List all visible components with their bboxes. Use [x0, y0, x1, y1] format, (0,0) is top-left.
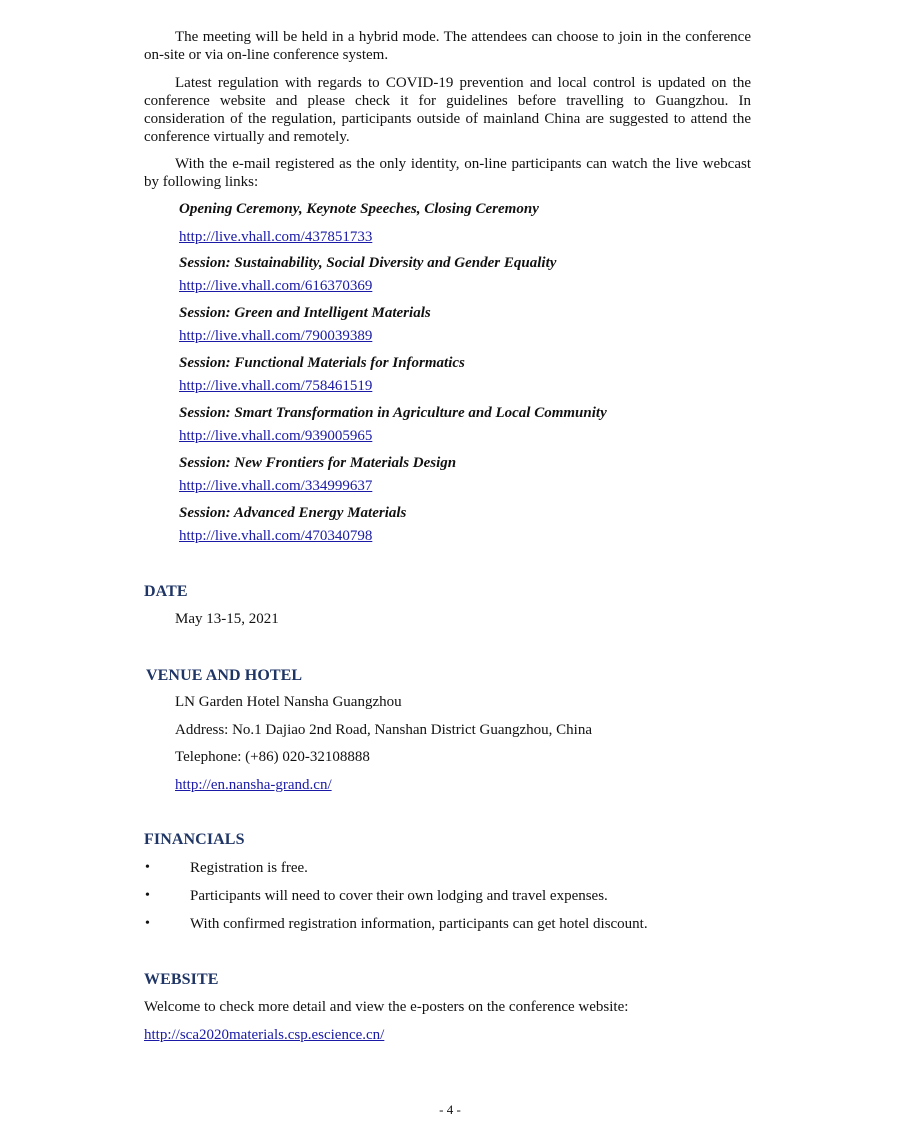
page-number: - 4 -	[439, 1102, 461, 1117]
financials-heading: FINANCIALS	[144, 831, 245, 848]
date-value: May 13-15, 2021	[175, 611, 279, 627]
bullet-icon: •	[145, 916, 150, 931]
session-title: Session: Functional Materials for Informatics	[179, 355, 465, 371]
financials-item: With confirmed registration information, participants can get hotel discount.	[190, 916, 648, 932]
website-text: Welcome to check more detail and view the e-posters on the conference website:	[144, 999, 629, 1015]
session-link[interactable]: http://live.vhall.com/470340798	[179, 528, 373, 544]
bullet-icon: •	[145, 860, 150, 875]
session-title: Session: New Frontiers for Materials Design	[179, 455, 457, 471]
intro-paragraph-3: With the e-mail registered as the only identity, on-line participants can watch the live webcast by following links:	[144, 156, 751, 190]
session-title: Session: Advanced Energy Materials	[179, 505, 407, 521]
website-heading: WEBSITE	[144, 971, 219, 988]
bullet-icon: •	[145, 888, 150, 903]
session-link[interactable]: http://live.vhall.com/790039389	[179, 328, 373, 344]
venue-website-link[interactable]: http://en.nansha-grand.cn/	[175, 777, 332, 793]
session-title: Opening Ceremony, Keynote Speeches, Closing Ceremony	[179, 201, 539, 217]
venue-telephone: Telephone: (+86) 020-32108888	[175, 749, 370, 765]
intro-paragraph-2: Latest regulation with regards to COVID-19 prevention and local control is updated on the conference website and please check it for guidelines before travelling to Guangzhou. In consideration of the regulation, participants outside of mainland China are suggested to attend the conference virtually and remotely.	[144, 75, 751, 145]
session-title: Session: Green and Intelligent Materials	[179, 305, 431, 321]
venue-heading: VENUE AND HOTEL	[146, 667, 303, 684]
session-title: Session: Sustainability, Social Diversity and Gender Equality	[179, 255, 557, 271]
session-link[interactable]: http://live.vhall.com/939005965	[179, 428, 373, 444]
session-link[interactable]: http://live.vhall.com/334999637	[179, 478, 373, 494]
intro-paragraph-1: The meeting will be held in a hybrid mode. The attendees can choose to join in the conference on-site or via on-line conference system.	[144, 29, 751, 63]
session-link[interactable]: http://live.vhall.com/616370369	[179, 278, 373, 294]
session-title: Session: Smart Transformation in Agriculture and Local Community	[179, 405, 607, 421]
venue-address: Address: No.1 Dajiao 2nd Road, Nanshan District Guangzhou, China	[175, 722, 593, 738]
website-link[interactable]: http://sca2020materials.csp.escience.cn/	[144, 1027, 385, 1043]
session-link[interactable]: http://live.vhall.com/437851733	[179, 229, 373, 245]
session-link[interactable]: http://live.vhall.com/758461519	[179, 378, 373, 394]
financials-item: Registration is free.	[190, 860, 308, 876]
financials-item: Participants will need to cover their own lodging and travel expenses.	[190, 888, 608, 904]
date-heading: DATE	[144, 583, 188, 600]
venue-name: LN Garden Hotel Nansha Guangzhou	[175, 694, 402, 710]
